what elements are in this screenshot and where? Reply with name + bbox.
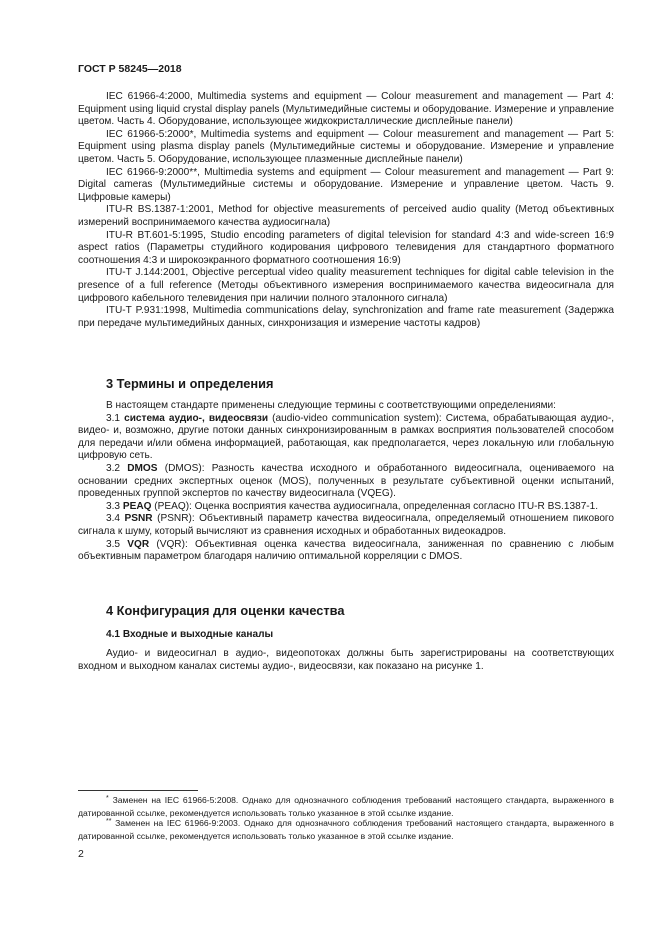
section-4-1-body xyxy=(78,648,614,673)
footnote: * Заменен на IEC 61966-5:2008. Однако для однозначного соблюдения требований настоящего стандарта, выраженного в датированной ссылке, рекомендуется использовать только указанное в этой ссылке издание. xyxy=(78,795,614,818)
section-3-intro: В настоящем стандарте применены следующие термины с соответствующими определениями: xyxy=(106,400,556,411)
term-definition: 3.3 PEAQ (PEAQ): Оценка восприятия качества аудиосигнала, определенная согласно ITU-R BS.1387-1. xyxy=(106,500,599,512)
reference-item: ITU-T J.144:2001, Objective perceptual video quality measurement techniques for digital cable television in the presence of a full reference (Методы объективного измерения воспринимаемого качества видеосигнала для цифрового кабельного телевидения при наличии полного эталонного сигнала) xyxy=(78,267,614,304)
section-4-1-text: Аудио- и видеосигнал в аудио-, видеопотоках должны быть зарегистрированы на соответствующих входном и выходном каналах системы аудио-, видеосвязи, как показано на рисунке 1. xyxy=(78,648,614,672)
reference-item: IEC 61966-9:2000**, Multimedia systems and equipment — Colour measurement and management — Part 9: Digital cameras (Мультимедийные системы и оборудование. Измерение и управление цветом. Часть 9. Цифровые камеры) xyxy=(78,166,614,203)
term-name: PEAQ xyxy=(122,500,152,512)
reference-item: ITU-T P.931:1998, Multimedia communications delay, synchronization and frame rate measurement (Задержка при передаче мультимедийных данных, синхронизация и измерение частоты кадров) xyxy=(78,305,614,329)
section-4-heading: 4 Конфигурация для оценки качества xyxy=(106,603,345,618)
term-name: DMOS xyxy=(127,462,158,474)
term-name: система аудио-, видеосвязи xyxy=(124,412,269,424)
document-header: ГОСТ Р 58245—2018 xyxy=(78,63,182,75)
term-definition: 3.5 VQR (VQR): Объективная оценка качества видеосигнала, заниженная по сравнению с любым объективным параметром благодаря наличию оптимальной корреляции с DMOS. xyxy=(78,538,614,563)
normative-references xyxy=(78,91,614,330)
section-3-body xyxy=(78,400,614,564)
footnote: ** Заменен на IEC 61966-9:2003. Однако для однозначного соблюдения требований настоящего стандарта, выраженного в датированной ссылке, рекомендуется использовать только указанное в этой ссылке издание. xyxy=(78,818,614,841)
reference-item: ITU-R BS.1387-1:2001, Method for objective measurements of perceived audio quality (Метод объективных измерений воспринимаемого качества аудиосигнала) xyxy=(78,204,614,228)
term-definition: 3.2 DMOS (DMOS): Разность качества исходного и обработанного видеосигнала, оцениваемого на основании средних экспертных оценок (MOS), полученных в результате субъективной оценки испытаний, проведенных группой экспертов по качеству видеосигнала (VQEG). xyxy=(78,462,614,500)
section-3-heading: 3 Термины и определения xyxy=(106,376,274,391)
footnote-divider xyxy=(78,790,198,791)
term-name: VQR xyxy=(127,538,150,550)
page-number: 2 xyxy=(78,848,84,860)
term-definition: 3.1 система аудио-, видеосвязи (audio-video communication system): Система, обрабатывающая аудио-, видео- и, возможно, другие потоки данных синхронизированным в рамках восприятия пользователей способом для передачи и/или обмена информацией, работающая, как предполагается, через локальную или глобальную цифровую сеть. xyxy=(78,412,615,462)
term-name: PSNR xyxy=(124,513,153,525)
reference-item: IEC 61966-4:2000, Multimedia systems and equipment — Colour measurement and management — Part 4: Equipment using liquid crystal display panels (Мультимедийные системы и оборудование. Измерение и управление цветом. Часть 4. Оборудование, использующее жидкокристаллические дисплейные панели) xyxy=(78,91,614,128)
section-4-1-heading: 4.1 Входные и выходные каналы xyxy=(106,629,274,640)
reference-item: IEC 61966-5:2000*, Multimedia systems and equipment — Colour measurement and management — Part 5: Equipment using plasma display panels (Мультимедийные системы и оборудование. Измерение и управление цветом. Часть 5. Оборудование, использующее плазменные дисплейные панели) xyxy=(78,128,614,165)
reference-item: ITU-R BT.601-5:1995, Studio encoding parameters of digital television for standard 4:3 and wide-screen 16:9 aspect ratios (Параметры студийного кодирования цифрового телевидения для стандартного форматного соотношения 4:3 и широкоэкранного форматного соотношения 16:9) xyxy=(78,229,614,266)
term-definition: 3.4 PSNR (PSNR): Объективный параметр качества видеосигнала, определяемый отношением пикового сигнала к шуму, который вычисляют из сравнения исходных и обработанных видеокадров. xyxy=(78,513,615,537)
footnote-mark: ** xyxy=(106,818,112,826)
footnote-mark: * xyxy=(106,795,109,802)
footnotes xyxy=(78,795,614,841)
